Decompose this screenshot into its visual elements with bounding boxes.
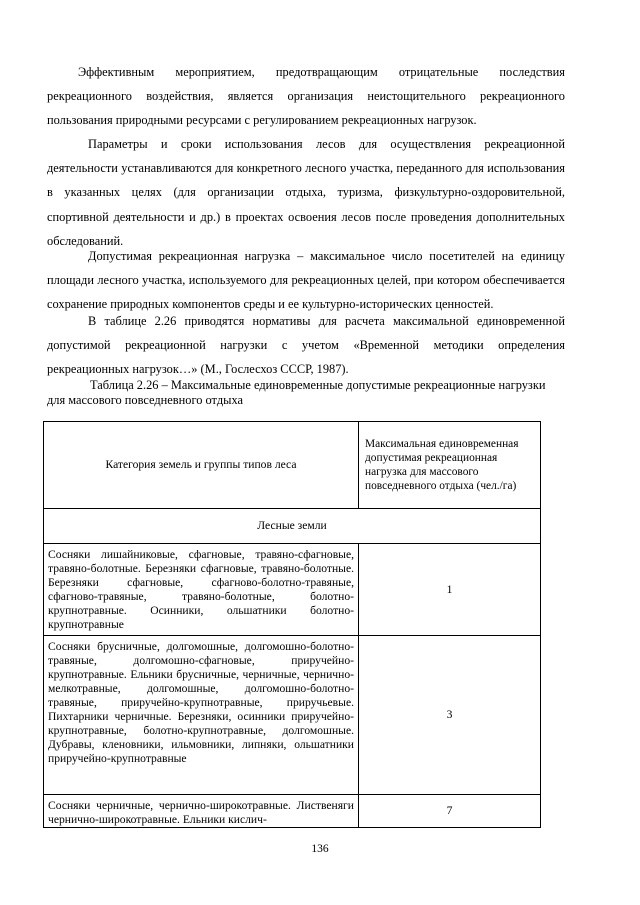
header-max-load: Максимальная единовременная допустимая рекреационная нагрузка для массового повседневного отдыха (чел./га) xyxy=(359,422,541,509)
table-caption-line2: для массового повседневного отдыха xyxy=(47,392,243,407)
table-section-row xyxy=(44,509,541,544)
row-value: 7 xyxy=(359,795,541,828)
row-value: 3 xyxy=(359,636,541,795)
table-row xyxy=(44,544,541,636)
paragraph-1: Эффективным мероприятием, предотвращающим отрицательные последствия рекреационного воздействия, является организация неистощительного рекреационного пользования природными ресурсами с регулированием рекреационных нагрузок. xyxy=(47,65,565,128)
row-value: 1 xyxy=(359,544,541,636)
header-category: Категория земель и группы типов леса xyxy=(44,422,359,509)
table-row xyxy=(44,636,541,795)
table-caption xyxy=(47,378,565,407)
row-category: Сосняки лишайниковые, сфагновые, травяно-сфагновые, травяно-болотные. Березняки сфагновые, травяно-болотные. Березняки сфагновые, сфагново-болотно-травяные, сфагново-травяные, травяно-болотные, болотно-крупнотравные. Осинники, ольшатники болотно-крупнотравные xyxy=(44,544,359,636)
table-header-row xyxy=(44,422,541,509)
table-row xyxy=(44,795,541,828)
paragraph-4: В таблице 2.26 приводятся нормативы для расчета максимальной единовременной допустимой рекреационной нагрузки с учетом «Временной методики определения рекреационных нагрузок…» (М., Гослесхоз СССР, 1987). xyxy=(47,314,565,377)
section-forest-lands: Лесные земли xyxy=(44,509,541,544)
recreation-load-table xyxy=(43,421,541,828)
table-caption-line1: Таблица 2.26 – Максимальные единовременные допустимые рекреационные нагрузки xyxy=(90,378,546,392)
paragraph-3: Допустимая рекреационная нагрузка – максимальное число посетителей на единицу площади лесного участка, используемого для рекреационных целей, при котором обеспечивается сохранение природных компонентов среды и ее культурно-исторических ценностей. xyxy=(47,249,565,312)
row-category: Сосняки брусничные, долгомошные, долгомошно-болотно-травяные, долгомошно-сфагновые, приручейно-крупнотравные. Ельники брусничные, черничные, чернично-мелкотравные, долгомошные, долгомошно-болотно-травяные, приручейно-крупнотравные, приручьевые. Пихтарники черничные. Березняки, осинники приручейно-крупнотравные, болотно-крупнотравные, долгомошные. Дубравы, кленовники, ильмовники, липняки, ольшатники приручейно-крупнотравные xyxy=(44,636,359,795)
page-number: 136 xyxy=(311,843,329,855)
paragraph-2: Параметры и сроки использования лесов для осуществления рекреационной деятельности устанавливаются для конкретного лесного участка, переданного для использования в указанных целях (для организации отдыха, туризма, физкультурно-оздоровительной, спортивной деятельности и др.) в проектах освоения лесов после проведения дополнительных обследований. xyxy=(47,137,565,248)
row-category: Сосняки черничные, чернично-широкотравные. Лиственяги чернично-широкотравные. Ельники кислич- xyxy=(44,795,359,828)
